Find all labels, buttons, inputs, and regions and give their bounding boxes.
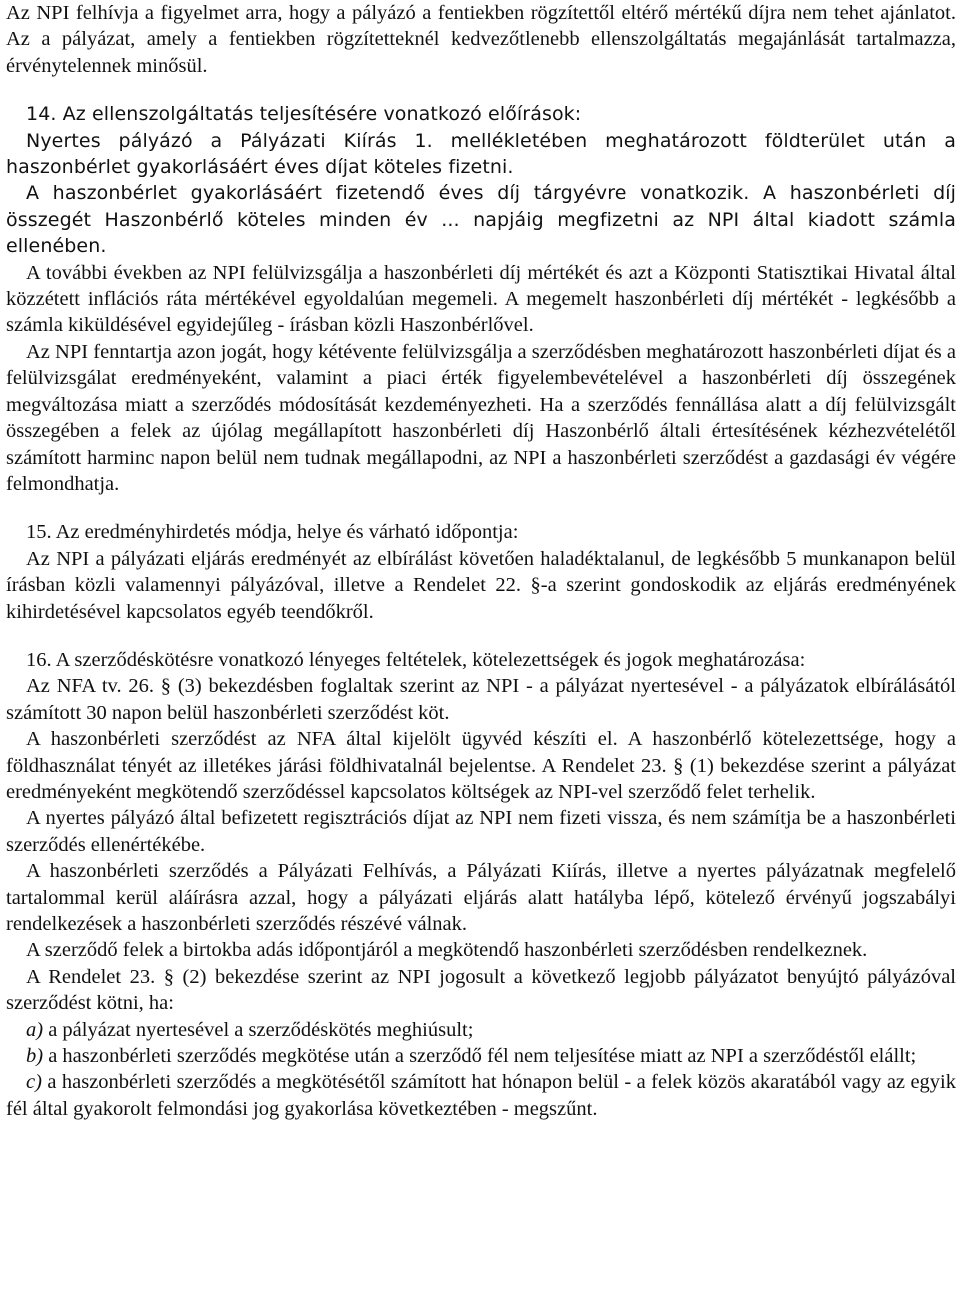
- list-item: [6, 1069, 956, 1122]
- section-14-paragraph-2: A haszonbérlet gyakorlásáért fizetendő éves díj tárgyévre vonatkozik. A haszonbérleti díj összegét Haszonbérlő köteles minden év ... napjáig megfizetni az NPI által kiadott számla ellenében.: [6, 182, 956, 258]
- section-15-heading: 15. Az eredményhirdetés módja, helye és várható időpontja:: [26, 521, 519, 544]
- section-14-paragraph-3: A további években az NPI felülvizsgálja a haszonbérleti díj mértékét és azt a Központi Statisztikai Hivatal által közzétett inflációs ráta mértékével egyoldalúan megemeli. A megemelt haszonbérleti díj mértékét - legkésőbb a számla kiküldésével egyidejűleg - írásban közli Haszonbérlővel.: [6, 261, 956, 337]
- list-item-text: a haszonbérleti szerződés megkötése után a szerződő fél nem teljesítése miatt az NPI a szerződéstől elállt;: [48, 1045, 917, 1068]
- section-14-paragraph-4: Az NPI fenntartja azon jogát, hogy kétévente felülvizsgálja a szerződésben meghatározott haszonbérleti díjat és a felülvizsgálat eredményeként, valamint a piaci érték figyelembevételével a haszonbérleti díj összegének megváltozása miatt a szerződés módosítását kezdeményezheti. Ha a szerződés fennállása alatt a díj felülvizsgált összegében a felek az újólag megállapított haszonbérleti díj Haszonbérlő általi értesítésének kézhezvételétől számított harminc napon belül nem tudnak megállapodni, az NPI a haszonbérleti szerződést a gazdasági év végére felmondhatja.: [6, 340, 956, 495]
- section-16-paragraph-1: Az NFA tv. 26. § (3) bekezdésben foglaltak szerint az NPI - a pályázat nyertesével - a pályázatok elbírálásától számított 30 napon belül haszonbérleti szerződést köt.: [6, 675, 956, 724]
- list-item-marker: c): [26, 1071, 42, 1094]
- list-item: [6, 1043, 956, 1069]
- spacer: [6, 625, 956, 647]
- section-16-paragraph-2: A haszonbérleti szerződést az NFA által kijelölt ügyvéd készíti el. A haszonbérlő kötelezettsége, hogy a földhasználat tényét az illetékes járási földhivatalnál bejelentse. A Rendelet 23. § (1) bekezdése szerint a pályázat eredményeként megkötendő szerződéssel kapcsolatos költségek az NPI-vel szerződő felet terhelik.: [6, 728, 956, 803]
- list-item-marker: a): [26, 1018, 44, 1041]
- section-14-heading: 14. Az ellenszolgáltatás teljesítésére vonatkozó előírások:: [26, 103, 582, 126]
- list-item-text: a pályázat nyertesével a szerződéskötés meghiúsult;: [48, 1018, 474, 1041]
- section-14-paragraph-1: Nyertes pályázó a Pályázati Kiírás 1. mellékletében meghatározott földterület után a haszonbérlet gyakorlásáért éves díjat köteles fizetni.: [6, 129, 956, 179]
- spacer: [6, 497, 956, 519]
- document-page: [6, 0, 956, 1122]
- intro-paragraph: Az NPI felhívja a figyelmet arra, hogy a pályázó a fentiekben rögzítettől eltérő mértékű díjra nem tehet ajánlatot. Az a pályázat, amely a fentiekben rögzítetteknél kedvezőtlenebb ellenszolgáltatás megajánlását tartalmazza, érvénytelennek minősül.: [6, 2, 956, 77]
- list-item-text: a haszonbérleti szerződés a megkötésétől számított hat hónapon belül - a felek közös akaratából vagy az egyik fél által gyakorolt felmondási jog gyakorlása következtében - megszűnt.: [6, 1071, 956, 1120]
- section-16-paragraph-3: A nyertes pályázó által befizetett regisztrációs díjat az NPI nem fizeti vissza, és nem számítja be a haszonbérleti szerződés ellenértékébe.: [6, 807, 956, 856]
- section-16-paragraph-4: A haszonbérleti szerződés a Pályázati Felhívás, a Pályázati Kiírás, illetve a nyertes pályázatnak megfelelő tartalommal kerül aláírásra azzal, hogy a pályázati eljárás alatt hatályba lépő, kötelező érvényű jogszabályi rendelkezések a haszonbérleti szerződés részévé válnak.: [6, 860, 956, 935]
- spacer: [6, 79, 956, 101]
- section-16-heading: 16. A szerződéskötésre vonatkozó lényeges feltételek, kötelezettségek és jogok meghatározása:: [26, 648, 806, 671]
- list-item: [6, 1017, 956, 1043]
- section-16-paragraph-6: A Rendelet 23. § (2) bekezdése szerint az NPI jogosult a következő legjobb pályázatot benyújtó pályázóval szerződést kötni, ha:: [6, 965, 956, 1015]
- list-item-marker: b): [26, 1045, 44, 1068]
- section-16-paragraph-5: A szerződő felek a birtokba adás időpontjáról a megkötendő haszonbérleti szerződésben rendelkeznek.: [26, 939, 868, 962]
- section-15-paragraph-1: Az NPI a pályázati eljárás eredményét az elbírálást követően haladéktalanul, de legkésőbb 5 munkanapon belül írásban közli valamennyi pályázóval, illetve a Rendelet 22. §-a szerint gondoskodik az eljárás eredményének kihirdetésével kapcsolatos egyéb teendőkről.: [6, 547, 956, 623]
